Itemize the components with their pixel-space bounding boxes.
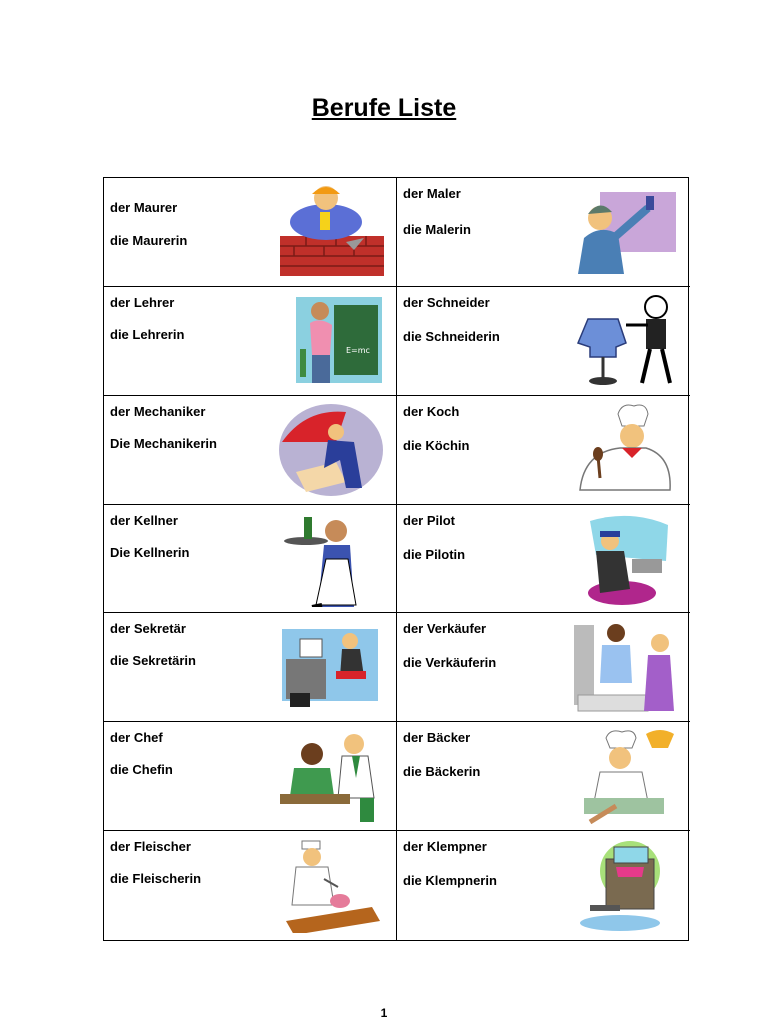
plumber-icon xyxy=(570,837,680,933)
feminine-term: die Chefin xyxy=(110,762,173,778)
feminine-term: die Malerin xyxy=(403,222,471,237)
feminine-term: die Maurerin xyxy=(110,233,188,248)
feminine-term: die Sekretärin xyxy=(110,653,196,669)
waiter-icon xyxy=(276,511,386,607)
secretary-icon xyxy=(276,619,386,715)
salesperson-icon xyxy=(570,619,680,715)
teacher-icon xyxy=(276,293,386,389)
feminine-term: die Klempnerin xyxy=(403,873,497,889)
masculine-term: der Koch xyxy=(403,403,460,419)
table-cell xyxy=(104,178,397,287)
feminine-term: die Köchin xyxy=(403,437,470,453)
chef-cook-icon xyxy=(570,402,680,498)
page-number: 1 xyxy=(380,1006,388,1020)
table-cell xyxy=(104,287,397,396)
feminine-term: Die Mechanikerin xyxy=(110,435,217,451)
bricklayer-icon xyxy=(276,184,386,280)
table-cell xyxy=(397,396,690,505)
professions-table xyxy=(103,177,689,941)
masculine-term: der Bäcker xyxy=(403,730,471,746)
masculine-term: der Fleischer xyxy=(110,839,191,855)
feminine-term: die Lehrerin xyxy=(110,326,185,342)
masculine-term: der Lehrer xyxy=(110,294,175,310)
table-cell xyxy=(104,505,397,614)
page-title: Berufe Liste xyxy=(311,94,457,122)
feminine-term: die Verkäuferin xyxy=(403,655,497,671)
pilot-icon xyxy=(570,511,680,607)
table-cell xyxy=(104,396,397,505)
masculine-term: der Verkäufer xyxy=(403,621,487,637)
table-cell xyxy=(397,613,690,722)
baker-icon xyxy=(570,728,680,824)
boss-icon xyxy=(276,728,386,824)
masculine-term: der Chef xyxy=(110,730,163,746)
table-cell xyxy=(397,287,690,396)
masculine-term: der Mechaniker xyxy=(110,403,206,419)
feminine-term: die Pilotin xyxy=(403,546,466,562)
table-cell xyxy=(397,831,690,940)
tailor-icon xyxy=(570,293,680,389)
masculine-term: der Sekretär xyxy=(110,621,186,637)
feminine-term: die Bäckerin xyxy=(403,764,481,780)
table-cell xyxy=(104,613,397,722)
painter-icon xyxy=(570,184,680,280)
masculine-term: der Klempner xyxy=(403,839,487,855)
masculine-term: der Schneider xyxy=(403,294,490,310)
feminine-term: die Fleischerin xyxy=(110,871,202,887)
feminine-term: Die Kellnerin xyxy=(110,544,190,560)
masculine-term: der Maler xyxy=(403,186,461,201)
feminine-term: die Schneiderin xyxy=(403,328,500,344)
svg-text:E=mc: E=mc xyxy=(346,345,370,355)
masculine-term: der Kellner xyxy=(110,512,178,528)
table-cell xyxy=(397,722,690,831)
table-cell xyxy=(104,722,397,831)
table-cell xyxy=(397,505,690,614)
masculine-term: der Maurer xyxy=(110,200,178,215)
table-cell xyxy=(397,178,690,287)
masculine-term: der Pilot xyxy=(403,512,456,528)
table-cell xyxy=(104,831,397,940)
butcher-icon xyxy=(276,837,386,933)
mechanic-icon xyxy=(276,402,386,498)
